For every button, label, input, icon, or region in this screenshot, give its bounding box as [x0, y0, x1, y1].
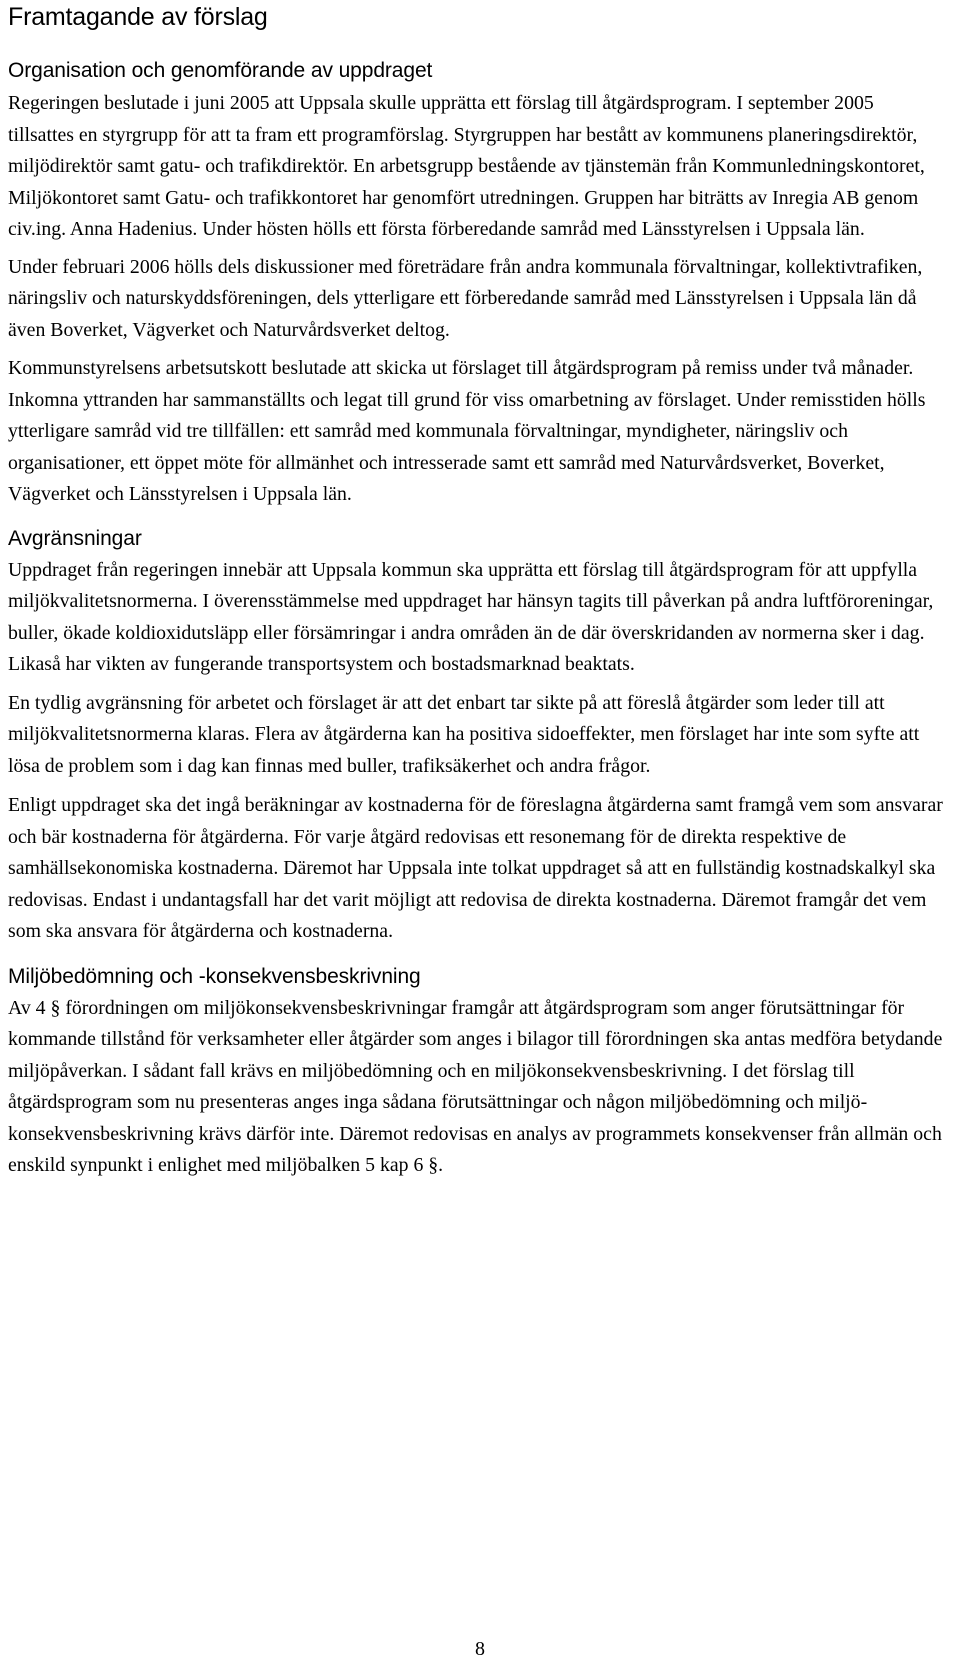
page-number: 8 — [475, 1638, 485, 1660]
paragraph: Uppdraget från regeringen innebär att Uppsala kommun ska upprätta ett förslag till åtgärdsprogram för att uppfylla miljökvalitetsnormerna. I överensstämmelse med uppdraget har hänsyn tagits till påverkan på andra luftföroreningar, buller, ökade koldioxidutsläpp eller försämringar i andra områden än de där överskridanden av normerna sker i dag. Likaså har vikten av fungerande transportsystem och bostadsmarknad beaktats. — [8, 558, 934, 675]
paragraph: En tydlig avgränsning för arbetet och förslaget är att det enbart tar sikte på att föreslå åtgärder som leder till att miljökvalitetsnormerna klaras. Flera av åtgärderna kan ha positiva sidoeffekter, men förslaget har inte som syfte att lösa de problem som i dag kan finnas med buller, trafiksäkerhet och andra frågor. — [8, 691, 920, 777]
section-heading-organisation: Organisation och genomförande av uppdraget — [8, 59, 433, 82]
paragraph: Enligt uppdraget ska det ingå beräkningar av kostnaderna för de föreslagna åtgärderna samt framgå vem som ansvarar och bär kostnaderna för åtgärderna. För varje åtgärd redovisas ett resonemang för de direkta respektive de samhällsekonomiska kostnaderna. Däremot har Uppsala inte tolkat uppdraget så att en fullständig kostnadskalkyl ska redovisas. Endast i undantagsfall har det varit möjligt att redovisa de direkta kostnaderna. Däremot framgår det vem som ska ansvara för åtgärderna och kostnaderna. — [8, 794, 943, 942]
paragraph: Under februari 2006 hölls dels diskussioner med företrädare från andra kommunala förvaltningar, kollektivtrafiken, näringsliv och naturskyddsföreningen, dels ytterligare ett förberedande samråd med Länsstyrelsen i Uppsala län då även Boverket, Vägverket och Naturvårdsverket deltog. — [8, 255, 923, 341]
paragraph: Kommunstyrelsens arbetsutskott beslutade att skicka ut förslaget till åtgärdsprogram på remiss under två månader. Inkomna yttranden har sammanställts och legat till grund för viss omarbetning av förslaget. Under remisstiden hölls ytterligare samråd vid tre tillfällen: ett samråd med kommunala förvaltningar, myndigheter, näringsliv och organisationer, ett öppet möte för allmänhet och intresserade samt ett samråd med Naturvårdsverket, Boverket, Vägverket och Länsstyrelsen i Uppsala län. — [8, 357, 926, 505]
section-heading-avgransningar: Avgränsningar — [8, 526, 142, 550]
paragraph: Regeringen beslutade i juni 2005 att Uppsala skulle upprätta ett förslag till åtgärdsprogram. I september 2005 tillsattes en styrgrupp för att ta fram ett programförslag. Styrgruppen har bestått av kommunens planeringsdirektör, miljödirektör samt gatu- och trafikdirektör. En arbetsgrupp bestående av tjänstemän från Kommunledningskontoret, Miljökontoret samt Gatu- och trafikkontoret har genomfört utredningen. Gruppen har biträtts av Inregia AB genom civ.ing. Anna Hadenius. Under hösten hölls ett första förberedande samråd med Länsstyrelsen i Uppsala län. — [8, 92, 925, 240]
section-heading-miljobedomning: Miljöbedömning och -konsekvensbeskrivning — [8, 964, 421, 988]
document-page — [8, 0, 943, 1182]
paragraph: Av 4 § förordningen om miljökonsekvensbeskrivningar framgår att åtgärdsprogram som anger förutsättningar för kommande tillstånd för verksamheter eller åtgärder som anges i bilagor till förordningen ska antas medföra betydande miljöpåverkan. I sådant fall krävs en miljöbedömning och en miljökonsekvensbeskrivning. I det förslag till åtgärdsprogram som nu presenteras anges inga sådana förutsättningar och någon miljöbedömning och miljö-konsekvensbeskrivning krävs därför inte. Däremot redovisas en analys av programmets konsekvenser från allmän och enskild synpunkt i enlighet med miljöbalken 5 kap 6 §. — [8, 996, 943, 1176]
page-title: Framtagande av förslag — [8, 3, 268, 31]
